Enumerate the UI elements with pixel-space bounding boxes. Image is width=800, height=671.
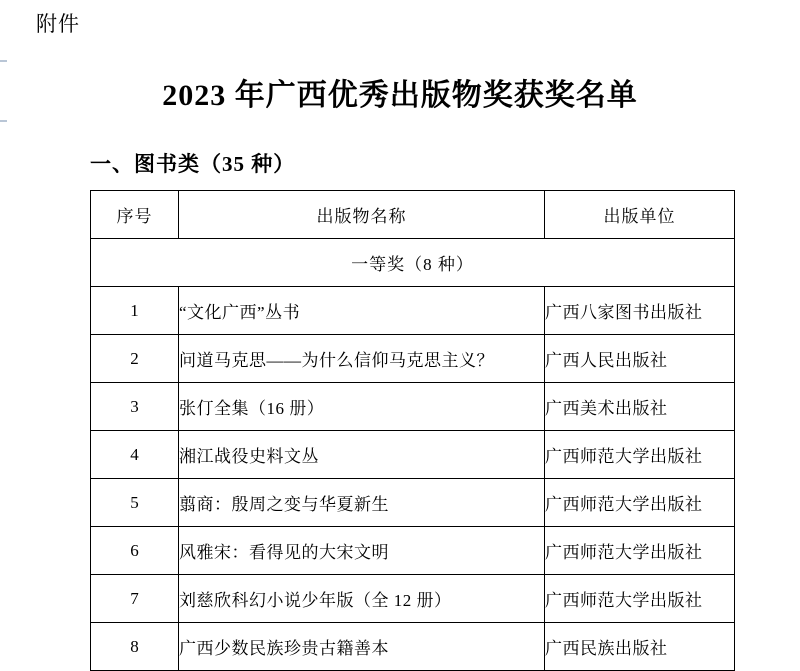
table-header-row — [91, 191, 735, 239]
table-row — [91, 479, 735, 527]
row-no: 3 — [91, 383, 179, 431]
column-header-no: 序号 — [91, 191, 179, 239]
row-no: 6 — [91, 527, 179, 575]
table-group-row — [91, 239, 735, 287]
table-row — [91, 335, 735, 383]
table-row — [91, 575, 735, 623]
table-row — [91, 527, 735, 575]
attachment-label: 附件 — [36, 12, 80, 36]
row-name: 广西少数民族珍贵古籍善本 — [179, 623, 545, 671]
row-publisher: 广西师范大学出版社 — [545, 575, 735, 623]
row-publisher: 广西师范大学出版社 — [545, 431, 735, 479]
row-publisher: 广西师范大学出版社 — [545, 479, 735, 527]
page-margin-mark — [0, 120, 7, 122]
row-name: 翦商：殷周之变与华夏新生 — [179, 479, 545, 527]
table-row — [91, 287, 735, 335]
row-publisher: 广西民族出版社 — [545, 623, 735, 671]
table-row — [91, 431, 735, 479]
page-title: 2023 年广西优秀出版物奖获奖名单 — [162, 79, 638, 112]
row-no: 8 — [91, 623, 179, 671]
row-publisher: 广西人民出版社 — [545, 335, 735, 383]
section-heading: 一、图书类（35 种） — [90, 152, 296, 176]
page-margin-mark — [0, 60, 7, 62]
column-header-publisher: 出版单位 — [545, 191, 735, 239]
row-publisher: 广西八家图书出版社 — [545, 287, 735, 335]
table-row — [91, 383, 735, 431]
award-list-table — [90, 190, 735, 671]
row-name: “文化广西”丛书 — [179, 287, 545, 335]
table-row — [91, 623, 735, 671]
row-name: 张仃全集（16 册） — [179, 383, 545, 431]
row-publisher: 广西美术出版社 — [545, 383, 735, 431]
row-no: 2 — [91, 335, 179, 383]
row-no: 7 — [91, 575, 179, 623]
row-no: 1 — [91, 287, 179, 335]
row-name: 问道马克思——为什么信仰马克思主义？ — [179, 335, 545, 383]
row-no: 4 — [91, 431, 179, 479]
row-publisher: 广西师范大学出版社 — [545, 527, 735, 575]
row-name: 风雅宋：看得见的大宋文明 — [179, 527, 545, 575]
row-name: 刘慈欣科幻小说少年版（全 12 册） — [179, 575, 545, 623]
row-name: 湘江战役史料文丛 — [179, 431, 545, 479]
column-header-name: 出版物名称 — [179, 191, 545, 239]
row-no: 5 — [91, 479, 179, 527]
group-label: 一等奖（8 种） — [91, 239, 735, 287]
